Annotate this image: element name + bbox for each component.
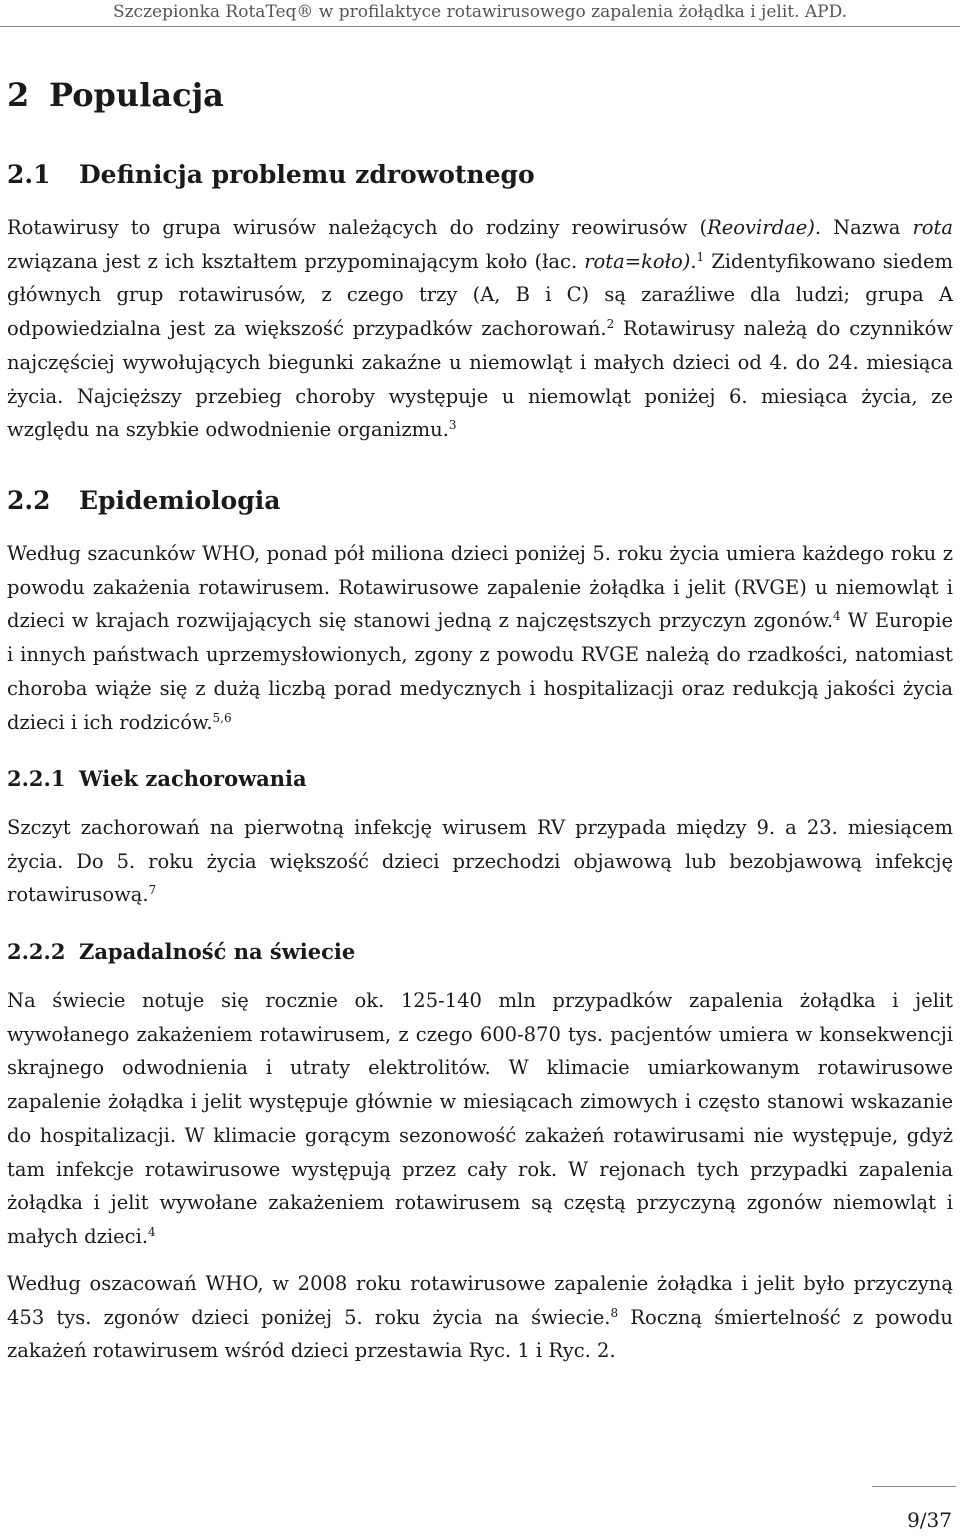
header-divider — [0, 26, 960, 27]
footer-divider — [872, 1486, 956, 1487]
footnote-ref[interactable]: 2 — [606, 317, 615, 332]
paragraph-definition: Rotawirusy to grupa wirusów należących do rodziny reowirusów (Reovirdae). Nazwa rota związana jest z ich kształtem przypominającym koło (łac. rota=koło).$^1$ Zidentyfikowano siedem głównych grup rotawirusów, z czego trzy (A, B i C) są zaraźliwe dla ludzi; grupa A odpowiedzialna jest za większość przypadków zachorowań.$^2$ Rotawirusy należą do czynników najczęściej wywołujących biegunki zakaźne u niemowląt i małych dzieci od 4. do 24. miesiąca życia. Najcięższy przebieg choroby występuje u niemowląt poniżej 6. miesiąca życia, ze względu na szybkie odwodnienie organizmu.$^3$ — [7, 216, 954, 442]
subsection-heading-2-2 — [7, 486, 280, 515]
subsection-title: Definicja problemu zdrowotnego — [79, 160, 535, 189]
subsection-number: 2.1 — [7, 160, 51, 189]
subsection-heading-2-1 — [7, 160, 535, 189]
subsection-title: Epidemiologia — [79, 486, 281, 515]
page-number: 9/37 — [907, 1508, 952, 1532]
subsection-heading-2-2-2 — [7, 939, 355, 964]
section-title: Populacja — [49, 76, 224, 114]
section-heading — [7, 76, 224, 114]
section-number: 2 — [7, 76, 30, 114]
footnote-ref[interactable]: 5,6 — [212, 710, 232, 725]
subsection-number: 2.2.1 — [7, 766, 66, 791]
footnote-ref[interactable]: 4 — [833, 609, 841, 624]
footnote-ref[interactable]: 8 — [610, 1305, 619, 1320]
paragraph-age: Szczyt zachorowań na pierwotną infekcję wirusem RV przypada między 9. a 23. miesiącem życia. Do 5. roku życia większość dzieci przechodzi objawową lub bezobjawową infekcję rotawirusową.$^7$ — [7, 816, 953, 907]
subsection-number: 2.2 — [7, 486, 51, 515]
footnote-ref[interactable]: 7 — [148, 883, 157, 898]
subsection-title: Zapadalność na świecie — [79, 939, 356, 964]
footnote-ref[interactable]: 1 — [696, 249, 705, 264]
footnote-ref[interactable]: 4 — [148, 1224, 156, 1239]
paragraph-who-estimate: Według oszacowań WHO, w 2008 roku rotawirusowe zapalenie żołądka i jelit było przyczyną 453 tys. zgonów dzieci poniżej 5. roku życia na świecie.$^8$ Roczną śmiertelność z powodu zakażeń rotawirusem wśród dzieci przestawia Ryc. 1 i Ryc. 2. — [7, 1272, 953, 1363]
subsection-number: 2.2.2 — [7, 939, 66, 964]
running-header: Szczepionka RotaTeq® w profilaktyce rotawirusowego zapalenia żołądka i jelit. APD. — [112, 2, 848, 22]
subsection-heading-2-2-1 — [7, 766, 307, 791]
footnote-ref[interactable]: 3 — [448, 418, 457, 433]
subsection-title: Wiek zachorowania — [79, 766, 307, 791]
paragraph-incidence: Na świecie notuje się rocznie ok. 125-140 mln przypadków zapalenia żołądka i jelit wywołanego zakażeniem rotawirusem, z czego 600-870 tys. pacjentów umiera w konsekwencji skrajnego odwodnienia i utraty elektrolitów. W klimacie umiarkowanym rotawirusowe zapalenie żołądka i jelit występuje głównie w miesiącach zimowych i często stanowi wskazanie do hospitalizacji. W klimacie gorącym sezonowość zakażeń rotawirusami nie występuje, gdyż tam infekcje rotawirusowe występują przez cały rok. W rejonach tych przypadki zapalenia żołądka i jelit wywołane zakażeniem rotawirusem są częstą przyczyną zgonów niemowląt i małych dzieci.$^4$ — [7, 989, 953, 1248]
paragraph-epidemiology: Według szacunków WHO, ponad pół miliona dzieci poniżej 5. roku życia umiera każdego roku z powodu zakażenia rotawirusem. Rotawirusowe zapalenie żołądka i jelit (RVGE) u niemowląt i dzieci w krajach rozwijających się stanowi jedną z najczęstszych przyczyn zgonów.$^4$ W Europie i innych państwach uprzemysłowionych, zgony z powodu RVGE należą do rzadkości, natomiast choroba wiąże się z dużą liczbą porad medycznych i hospitalizacji oraz redukcją jakości życia dzieci i ich rodziców.$^{5,6}$ — [7, 542, 953, 734]
